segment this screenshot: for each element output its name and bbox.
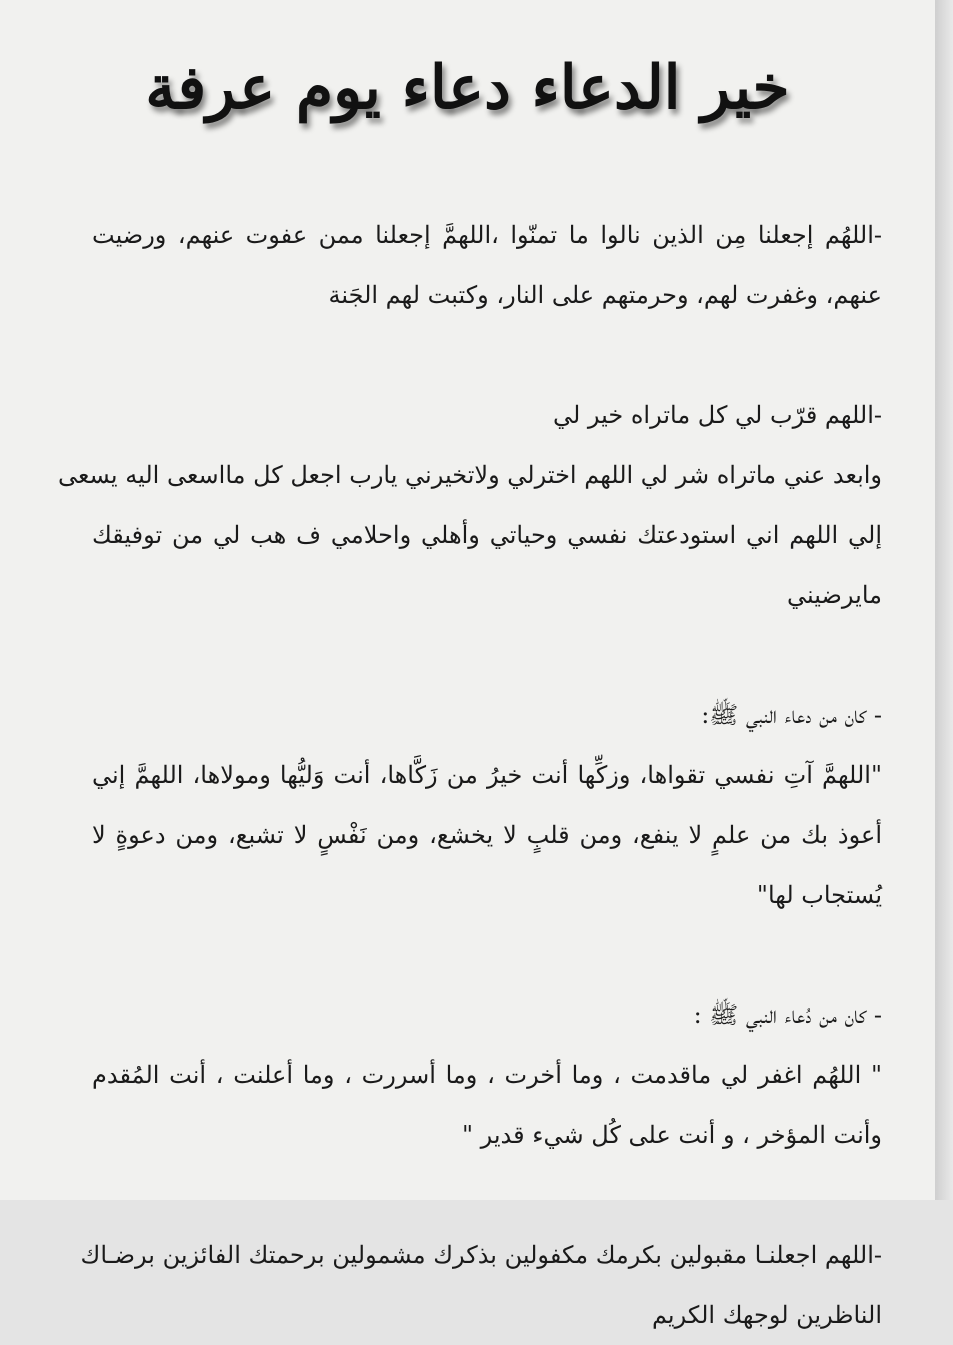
text-line: - كان من دُعاء النبي ﷺ : (693, 1001, 882, 1029)
text-line: الناظرين لوجهك الكريم (651, 1301, 882, 1329)
paragraph-4 (92, 985, 882, 1165)
text-line: -اللهُم إجعلنا مِن الذين نالوا ما تمنّوا ،اللهمَّ إجعلنا ممن عفوت عنهم، ورضيت (92, 221, 882, 249)
text-line: مايرضيني (787, 581, 882, 609)
text-line: -اللهم اجعلنـا مقبولين بكرمك مكفولين بذكرك مشمولين برحمتك الفائزين برضـاك (80, 1241, 882, 1269)
page-title: خير الدعاء دعاء يوم عرفة (145, 53, 790, 123)
paragraph-3 (92, 685, 882, 925)
text-line: إلي اللهم اني استودعتك نفسي وحياتي وأهلي واحلامي ف هب لي من توفيقك (92, 521, 882, 549)
content-body (57, 205, 882, 1345)
text-line: وأنت المؤخر ، و أنت على كُل شيء قدير " (461, 1121, 882, 1149)
text-line: -اللهم قرّب لي كل ماتراه خير لي (552, 401, 882, 429)
paragraph-1 (92, 205, 882, 325)
text-line: - كان من دعاء النبي ﷺ: (701, 701, 882, 729)
text-line: عنهم، وغفرت لهم، وحرمتهم على النار، وكتبت لهم الجَنة (328, 281, 882, 309)
paragraph-5 (80, 1225, 882, 1345)
text-line: وابعد عني ماتراه شر لي اللهم اخترلي ولاتخيرني يارب اجعل كل مااسعى اليه يسعى (57, 461, 882, 489)
text-line: يُستجاب لها" (756, 881, 882, 909)
text-line: أعوذ بك من علمٍ لا ينفع، ومن قلبٍ لا يخشع، ومن نَفْسٍ لا تشبع، ومن دعوةٍ لا (92, 821, 882, 849)
page-edge (935, 0, 953, 1200)
text-line: "اللهمَّ آتِ نفسي تقواها، وزكِّها أنت خيرُ من زَكَّاها، أنت وَليُّها ومولاها، اللهمَّ إني (92, 761, 882, 789)
paragraph-2 (57, 385, 882, 625)
text-line: " اللهُم اغفر لي ماقدمت ، وما أخرت ، وما أسررت ، وما أعلنت ، أنت المُقدم (92, 1061, 882, 1089)
